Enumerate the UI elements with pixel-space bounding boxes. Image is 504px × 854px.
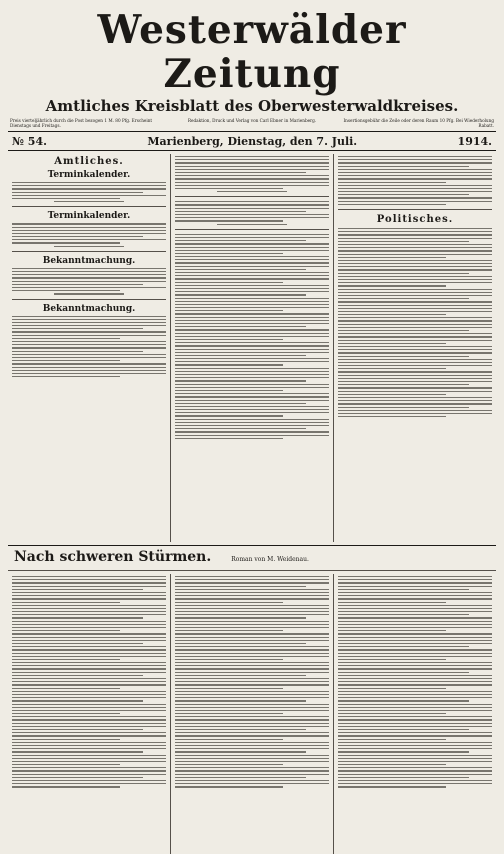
text-block: [175, 234, 329, 439]
text-block: [12, 182, 166, 202]
issue-bar: [8, 131, 496, 151]
heading-politisches: Politisches.: [376, 214, 454, 225]
advert-rates-info: Insertionsgebühr die Zeile oder deren Raum 10 Pfg. Bei Wiederholung Rabatt.: [343, 118, 494, 128]
text-block: [175, 156, 329, 192]
feature-author: Roman von M. Weidenau.: [231, 556, 309, 563]
top-columns: [8, 154, 496, 542]
publisher-info: Redaktion, Druck und Verlag von Carl Ebner in Marienberg.: [187, 118, 317, 123]
text-block: [12, 316, 166, 378]
feature-columns: [8, 574, 496, 854]
text-block: [338, 576, 492, 788]
masthead-subtitle: Amtliches Kreisblatt des Oberwesterwaldkreises.: [45, 97, 459, 115]
heading-amtliches: Amtliches.: [54, 156, 124, 167]
text-block: [338, 156, 492, 205]
feature-column-2: [171, 574, 334, 854]
text-block: [175, 201, 329, 225]
text-block: [175, 576, 329, 788]
text-block: [338, 228, 492, 417]
feature-header: [8, 545, 496, 571]
feature-column-1: [8, 574, 171, 854]
text-block: [12, 576, 166, 788]
column-2: [171, 154, 334, 542]
text-block: [12, 223, 166, 247]
feature-title: Nach schweren Stürmen.: [14, 549, 212, 565]
column-3: [334, 154, 496, 542]
column-1: [8, 154, 171, 542]
issue-date: Marienberg, Dienstag, den 7. Juli.: [147, 134, 358, 148]
heading-bekanntmachung-1: Bekanntmachung.: [42, 255, 136, 266]
masthead-title: Westerwälder Zeitung: [97, 7, 407, 97]
heading-terminkalender-2: Terminkalender.: [47, 211, 131, 222]
issue-number: № 54.: [12, 134, 47, 148]
subscription-info: Preis vierteljährlich durch die Post bezogen 1 M. 80 Pfg. Erscheint Dienstags und Freitags.: [10, 118, 153, 128]
feature-column-3: [334, 574, 496, 854]
masthead-meta: [8, 118, 496, 128]
issue-year: 1914.: [457, 134, 492, 148]
text-block: [12, 268, 166, 295]
heading-bekanntmachung-2: Bekanntmachung.: [42, 303, 136, 314]
heading-terminkalender-1: Terminkalender.: [47, 170, 131, 180]
